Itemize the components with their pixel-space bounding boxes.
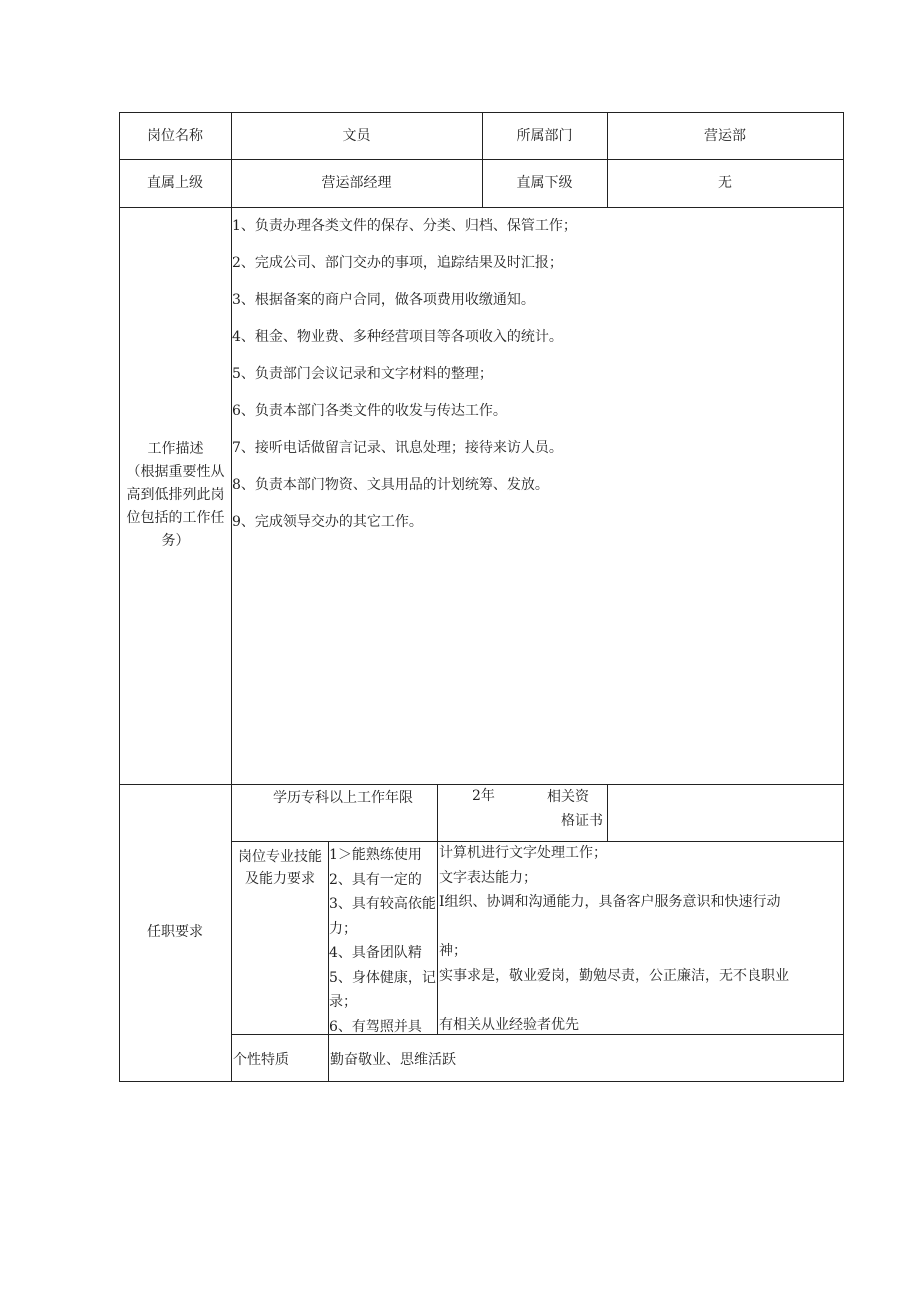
- department-value: 营运部: [704, 128, 746, 144]
- position-name-label: 岗位名称: [147, 128, 203, 144]
- list-item: [439, 990, 842, 1015]
- personality-label: 个性特质: [233, 1052, 289, 1068]
- skills-label-line: 岗位专业技能: [238, 849, 322, 865]
- col-divider-5: [607, 784, 608, 842]
- list-item: 4、具备团队精: [329, 945, 422, 961]
- superior-label: 直属上级: [147, 175, 203, 191]
- row-divider-3: [119, 784, 844, 785]
- row-divider-5: [231, 1034, 844, 1035]
- work-label-line: 位包括的工作任: [126, 510, 225, 526]
- subordinate-label: 直属下级: [516, 175, 573, 191]
- list-item: 神；: [439, 943, 467, 959]
- row-divider-4: [231, 841, 844, 842]
- list-item: 6、有驾照并具: [329, 1018, 422, 1034]
- skills-label: [232, 846, 328, 894]
- col-divider-7: [437, 841, 438, 1035]
- skills-left-list: [329, 845, 437, 1034]
- superior-value: 营运部经理: [321, 175, 392, 191]
- col-divider-4: [437, 784, 438, 842]
- table-border-right: [843, 112, 844, 1082]
- list-item: 有相关从业经验者优先: [439, 1016, 579, 1033]
- years-value: 2年: [472, 788, 495, 804]
- requirements-label: 任职要求: [147, 924, 203, 940]
- list-item: 文字表达能力；: [439, 869, 537, 886]
- list-item: 5、身体健康，记: [329, 969, 436, 986]
- list-item: 力；: [329, 920, 357, 937]
- list-item: 5、负责部门会议记录和文字材料的整理；: [232, 366, 493, 382]
- list-item: 计算机进行文字处理工作；: [439, 845, 607, 861]
- certificate-label-2: 格证书: [561, 813, 603, 829]
- list-item: 2、具有一定的: [329, 871, 422, 888]
- work-label-line: 务）: [161, 533, 190, 549]
- department-label: 所属部门: [516, 128, 573, 144]
- list-item: [439, 917, 842, 942]
- list-item: 4、租金、物业费、多种经营项目等各项收入的统计。: [232, 329, 563, 345]
- list-item: I组织、协调和沟通能力，具备客户服务意识和快速行动: [439, 894, 781, 910]
- list-item: 7、接听电话做留言记录、讯息处理；接待来访人员。: [232, 440, 563, 456]
- work-label-line: 工作描述: [147, 441, 204, 457]
- position-name-value: 文员: [342, 128, 371, 144]
- list-item: 实事求是，敬业爱岗，勤勉尽责，公正廉洁，无不良职业: [439, 967, 789, 984]
- work-description-label: [120, 438, 231, 568]
- list-item: 8、负责本部门物资、文具用品的计划统筹、发放。: [232, 477, 549, 493]
- list-item: 9、完成领导交办的其它工作。: [232, 514, 423, 530]
- education-experience: 学历专科以上工作年限: [273, 790, 413, 806]
- work-label-line: （根据重要性从: [126, 464, 225, 480]
- work-duties-list: [232, 216, 832, 556]
- skills-right-list: [439, 843, 842, 1034]
- list-item: 1＞能熟练使用: [329, 847, 422, 863]
- list-item: 录；: [329, 994, 357, 1010]
- work-label-line: 高到低排列此岗: [126, 487, 225, 503]
- personality-value: 勤奋敬业、思维活跃: [330, 1052, 456, 1068]
- list-item: 3、具有较高依能: [329, 896, 436, 912]
- subordinate-value: 无: [718, 175, 732, 191]
- list-item: 6、负责本部门各类文件的收发与传达工作。: [232, 403, 507, 419]
- list-item: 2、完成公司、部门交办的事项，追踪结果及时汇报；: [232, 255, 563, 271]
- list-item: 1、负责办理各类文件的保存、分类、归档、保管工作；: [232, 218, 577, 234]
- list-item: 3、根据备案的商户合同，做各项费用收缴通知。: [232, 292, 535, 308]
- skills-label-line: 及能力要求: [245, 871, 315, 887]
- table-border-bottom: [119, 1081, 844, 1082]
- certificate-label-1: 相关资: [547, 789, 589, 805]
